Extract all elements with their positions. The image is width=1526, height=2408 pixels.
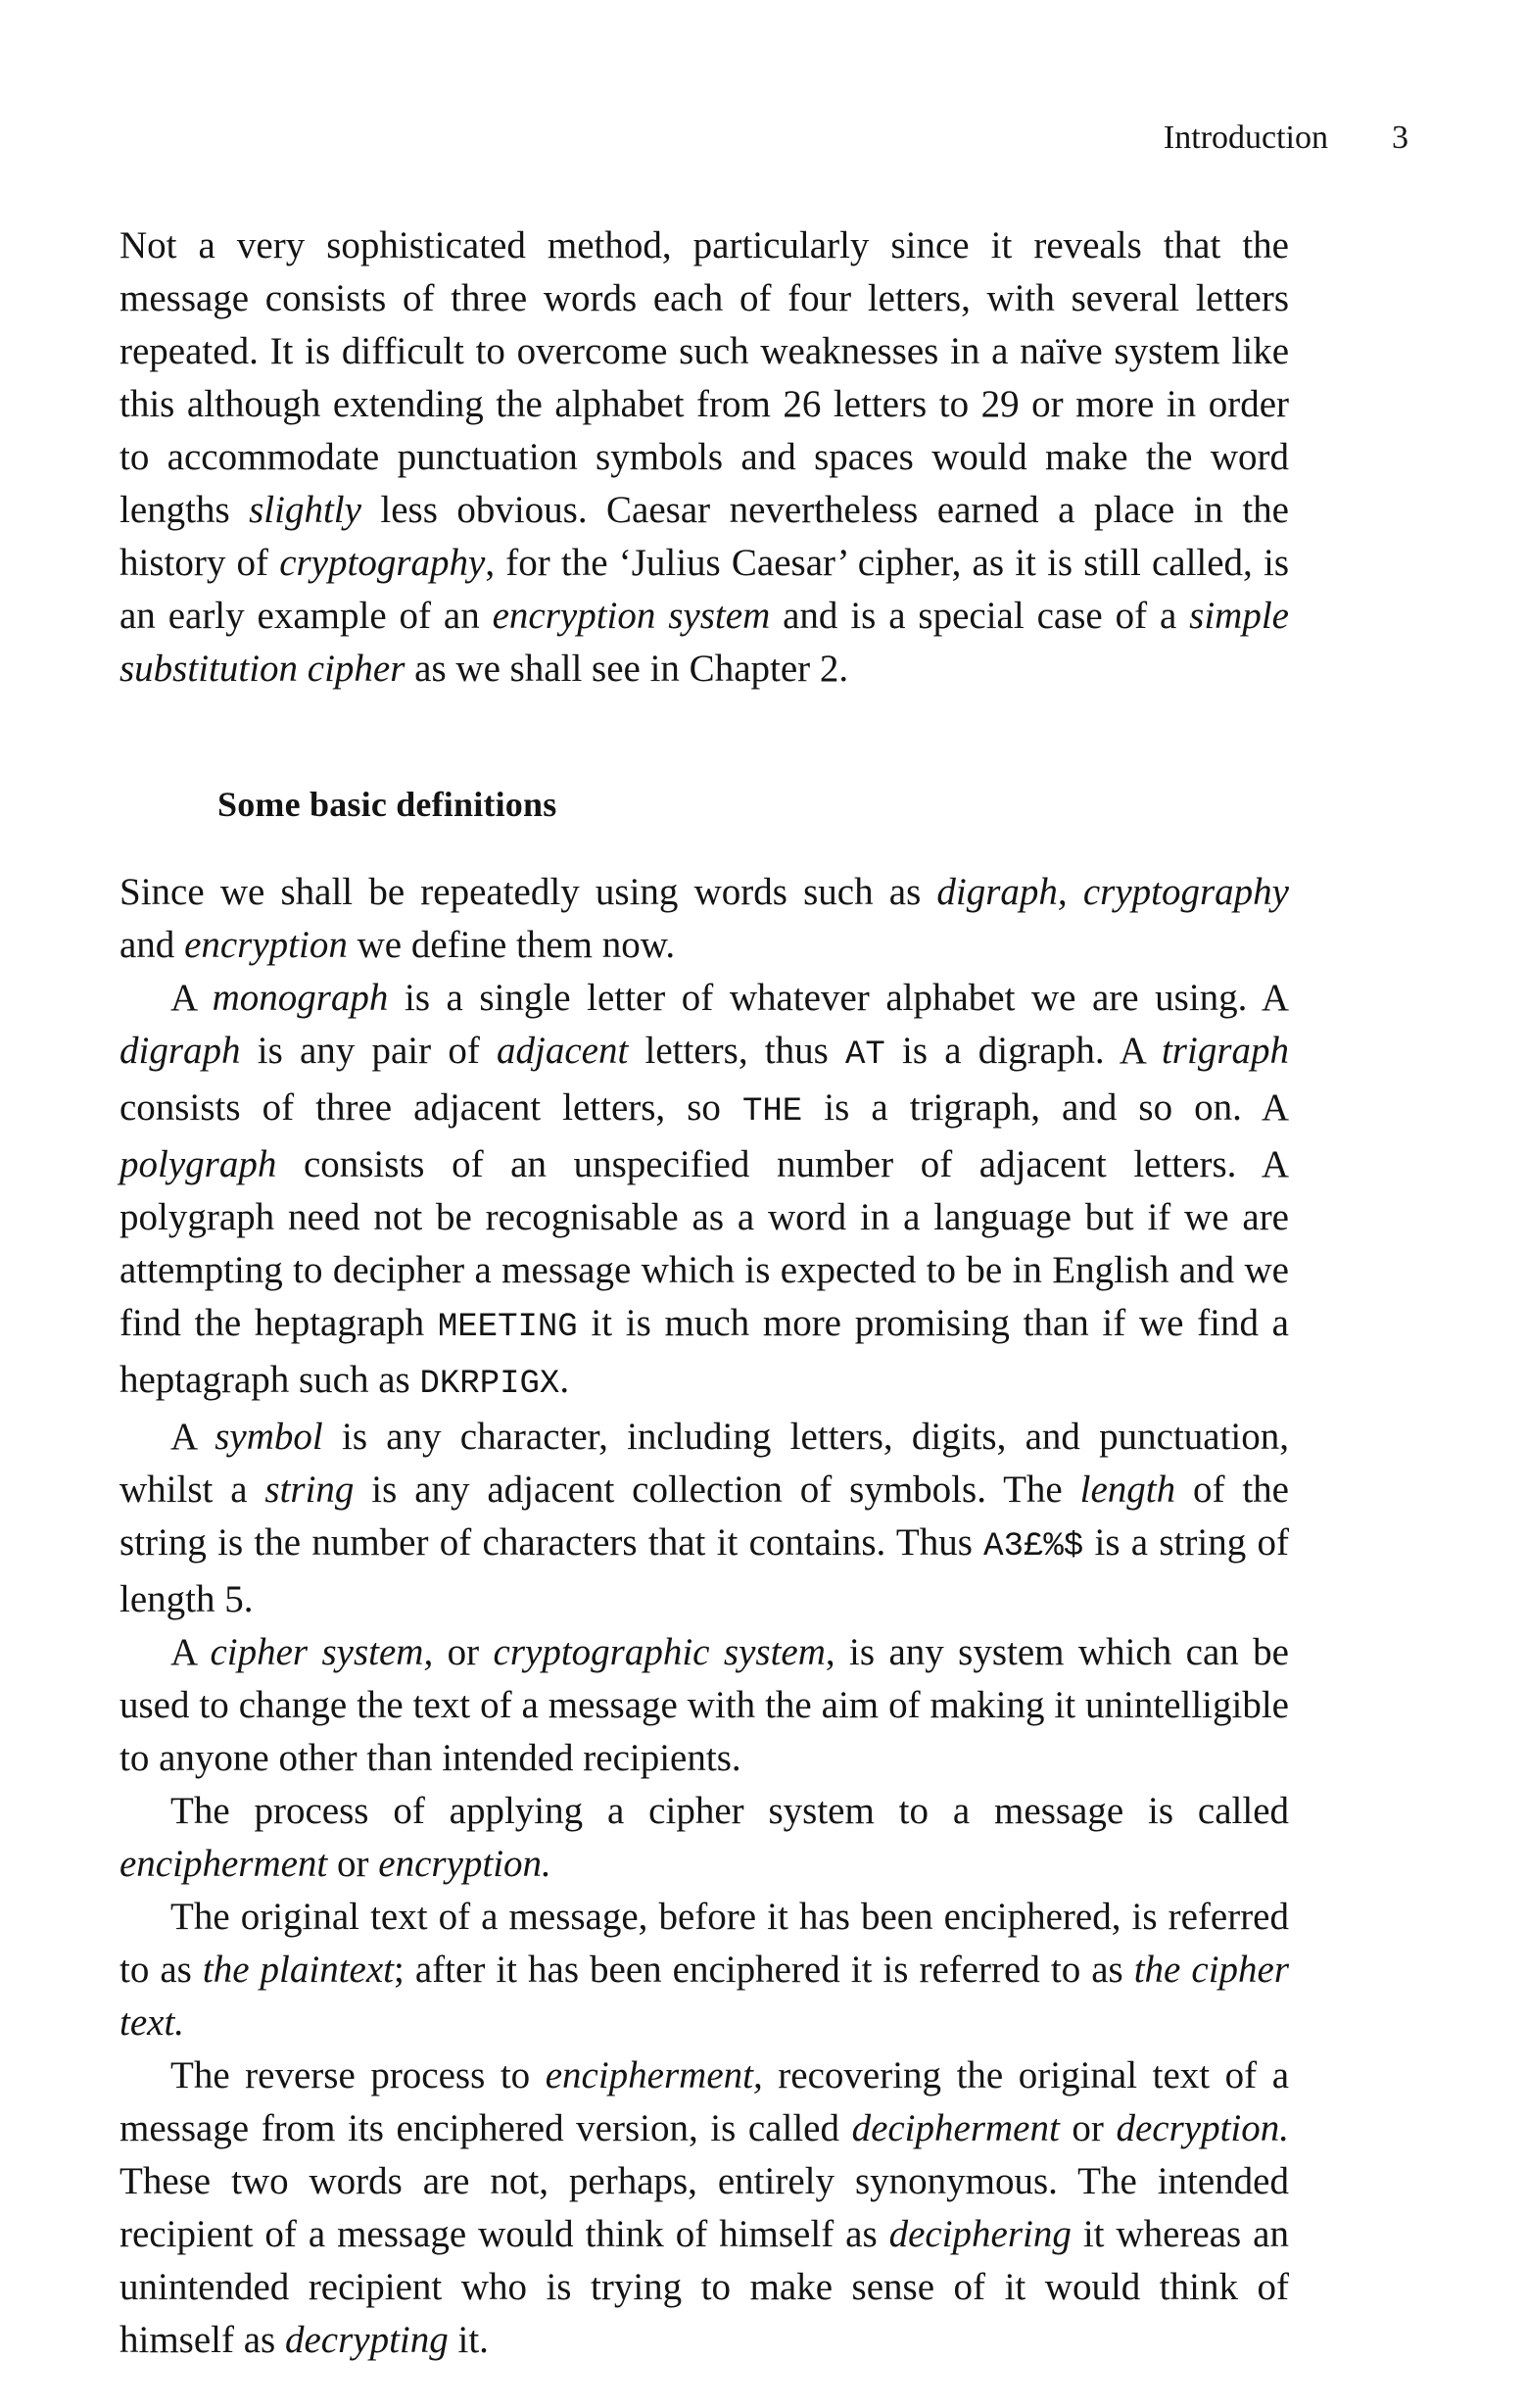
- italic-term: encipherment,: [545, 2054, 763, 2096]
- text-run: The reverse process to: [170, 2054, 546, 2096]
- italic-term: the cipher text.: [119, 1949, 1290, 2044]
- code-string: MEETING: [437, 1309, 578, 1346]
- text-run: A: [170, 1631, 211, 1673]
- text-run: is a string of length 5.: [119, 1521, 1289, 1620]
- code-string: THE: [742, 1093, 803, 1131]
- text-run: recovering the original text of a message from its enciphered version, is called: [119, 2054, 1290, 2149]
- text-run: The process of applying a cipher system to a message is called: [170, 1790, 1289, 1832]
- text-run: , is any system which can be used to change the text of a message with the aim of making it unintelligible to anyone other than intended recipients.: [119, 1631, 1289, 1779]
- text-run: Since we shall be repeatedly using words such as: [119, 871, 937, 913]
- text-run: less obvious. Caesar nevertheless earned a place in the history of: [119, 489, 1289, 584]
- text-run: is a trigraph, and so on. A: [802, 1086, 1289, 1129]
- italic-term: cryptographic system: [493, 1631, 826, 1673]
- italic-term: digraph, cryptography: [936, 871, 1289, 913]
- paragraph-intro: [119, 866, 1289, 972]
- text-run: letters, thus: [628, 1030, 846, 1072]
- paragraph-caesar: [119, 219, 1289, 696]
- paragraph-symbol: [119, 1411, 1289, 1626]
- text-run: is a digraph. A: [884, 1030, 1162, 1072]
- paragraph-decipherment: [119, 2049, 1289, 2367]
- text-run: is any character, including letters, digits, and punctuation, whilst a: [119, 1416, 1289, 1511]
- italic-term: cryptography: [279, 542, 486, 584]
- italic-term: simple substitution cipher: [119, 595, 1289, 690]
- chapter-title: Introduction: [1163, 120, 1328, 156]
- italic-term: string: [264, 1469, 355, 1511]
- italic-term: cipher system,: [210, 1631, 434, 1673]
- paragraph-cipher-system: [119, 1626, 1289, 1785]
- text-run: consists of an unspecified number of adjacent letters. A polygraph need not be recognisable as a word in a language but if we are attempting to decipher a message which is expected to be in English and we find the heptagraph: [119, 1143, 1289, 1344]
- text-run: .: [559, 1359, 570, 1401]
- italic-term: decryption.: [1116, 2107, 1289, 2149]
- text-run: is any adjacent collection of symbols. The: [354, 1469, 1080, 1511]
- page-number: 3: [1392, 120, 1408, 156]
- text-run: is a single letter of whatever alphabet we are using. A: [388, 977, 1289, 1019]
- italic-term: slightly: [249, 489, 361, 531]
- italic-term: encryption: [184, 924, 348, 966]
- text-run: A: [170, 977, 213, 1019]
- text-run: it is much more promising than if we find a heptagraph such as: [119, 1302, 1289, 1401]
- italic-term: decrypting: [284, 2319, 449, 2361]
- text-run: or: [433, 1631, 494, 1673]
- text-run: as we shall see in Chapter 2.: [405, 648, 849, 690]
- text-run: of the string is the number of characters that it contains. Thus: [119, 1469, 1289, 1564]
- body-text: [119, 219, 1289, 2367]
- italic-term: monograph: [212, 977, 389, 1019]
- text-run: is any pair of: [240, 1030, 498, 1072]
- code-string: AT: [845, 1036, 885, 1074]
- text-run: we define them now.: [347, 924, 676, 966]
- italic-term: encipherment: [119, 1843, 328, 1885]
- paragraph-monograph: [119, 972, 1289, 1411]
- text-run: ; after it has been enciphered it is referred to as: [394, 1949, 1134, 1991]
- text-run: it whereas an unintended recipient who is trying to make sense of it would think of himself as: [119, 2213, 1289, 2361]
- paragraph-encipherment: [119, 1785, 1289, 1891]
- italic-term: deciphering: [888, 2213, 1072, 2255]
- italic-term: encryption.: [378, 1843, 551, 1885]
- paragraph-plaintext: [119, 1891, 1289, 2049]
- italic-term: decipherment: [851, 2107, 1060, 2149]
- italic-term: adjacent: [497, 1030, 629, 1072]
- italic-term: polygraph: [119, 1143, 277, 1185]
- text-run: or: [327, 1843, 379, 1885]
- italic-term: digraph: [119, 1030, 241, 1072]
- italic-term: encryption system: [492, 595, 771, 637]
- italic-term: length: [1079, 1469, 1176, 1511]
- code-string: DKRPIGX: [419, 1366, 560, 1403]
- text-run: consists of three adjacent letters, so: [119, 1086, 742, 1129]
- section-heading: Some basic definitions: [217, 785, 557, 824]
- text-run: and: [119, 924, 185, 966]
- text-run: or: [1059, 2107, 1117, 2149]
- text-run: it.: [448, 2319, 489, 2361]
- text-run: and is a special case of a: [770, 595, 1190, 637]
- text-run: These two words are not, perhaps, entirely synonymous. The intended recipient of a message would think of himself as: [119, 2160, 1289, 2255]
- running-header: [119, 120, 1408, 165]
- text-run: A: [170, 1416, 215, 1458]
- italic-term: the plaintext: [202, 1949, 395, 1991]
- text-run: The original text of a message, before it has been enciphered, is referred to as: [119, 1896, 1289, 1991]
- code-string: A3£%$: [983, 1528, 1084, 1565]
- italic-term: symbol: [215, 1416, 323, 1458]
- text-run: Not a very sophisticated method, particularly since it reveals that the message consists of three words each of four letters, with several letters repeated. It is difficult to overcome such weaknesses in a naïve system like this although extending the alphabet from 26 letters to 29 or more in order to accommodate punctuation symbols and spaces would make the word lengths: [119, 224, 1289, 531]
- text-run: , for the ‘Julius Caesar’ cipher, as it is still called, is an early example of an: [119, 542, 1289, 637]
- italic-term: trigraph: [1161, 1030, 1289, 1072]
